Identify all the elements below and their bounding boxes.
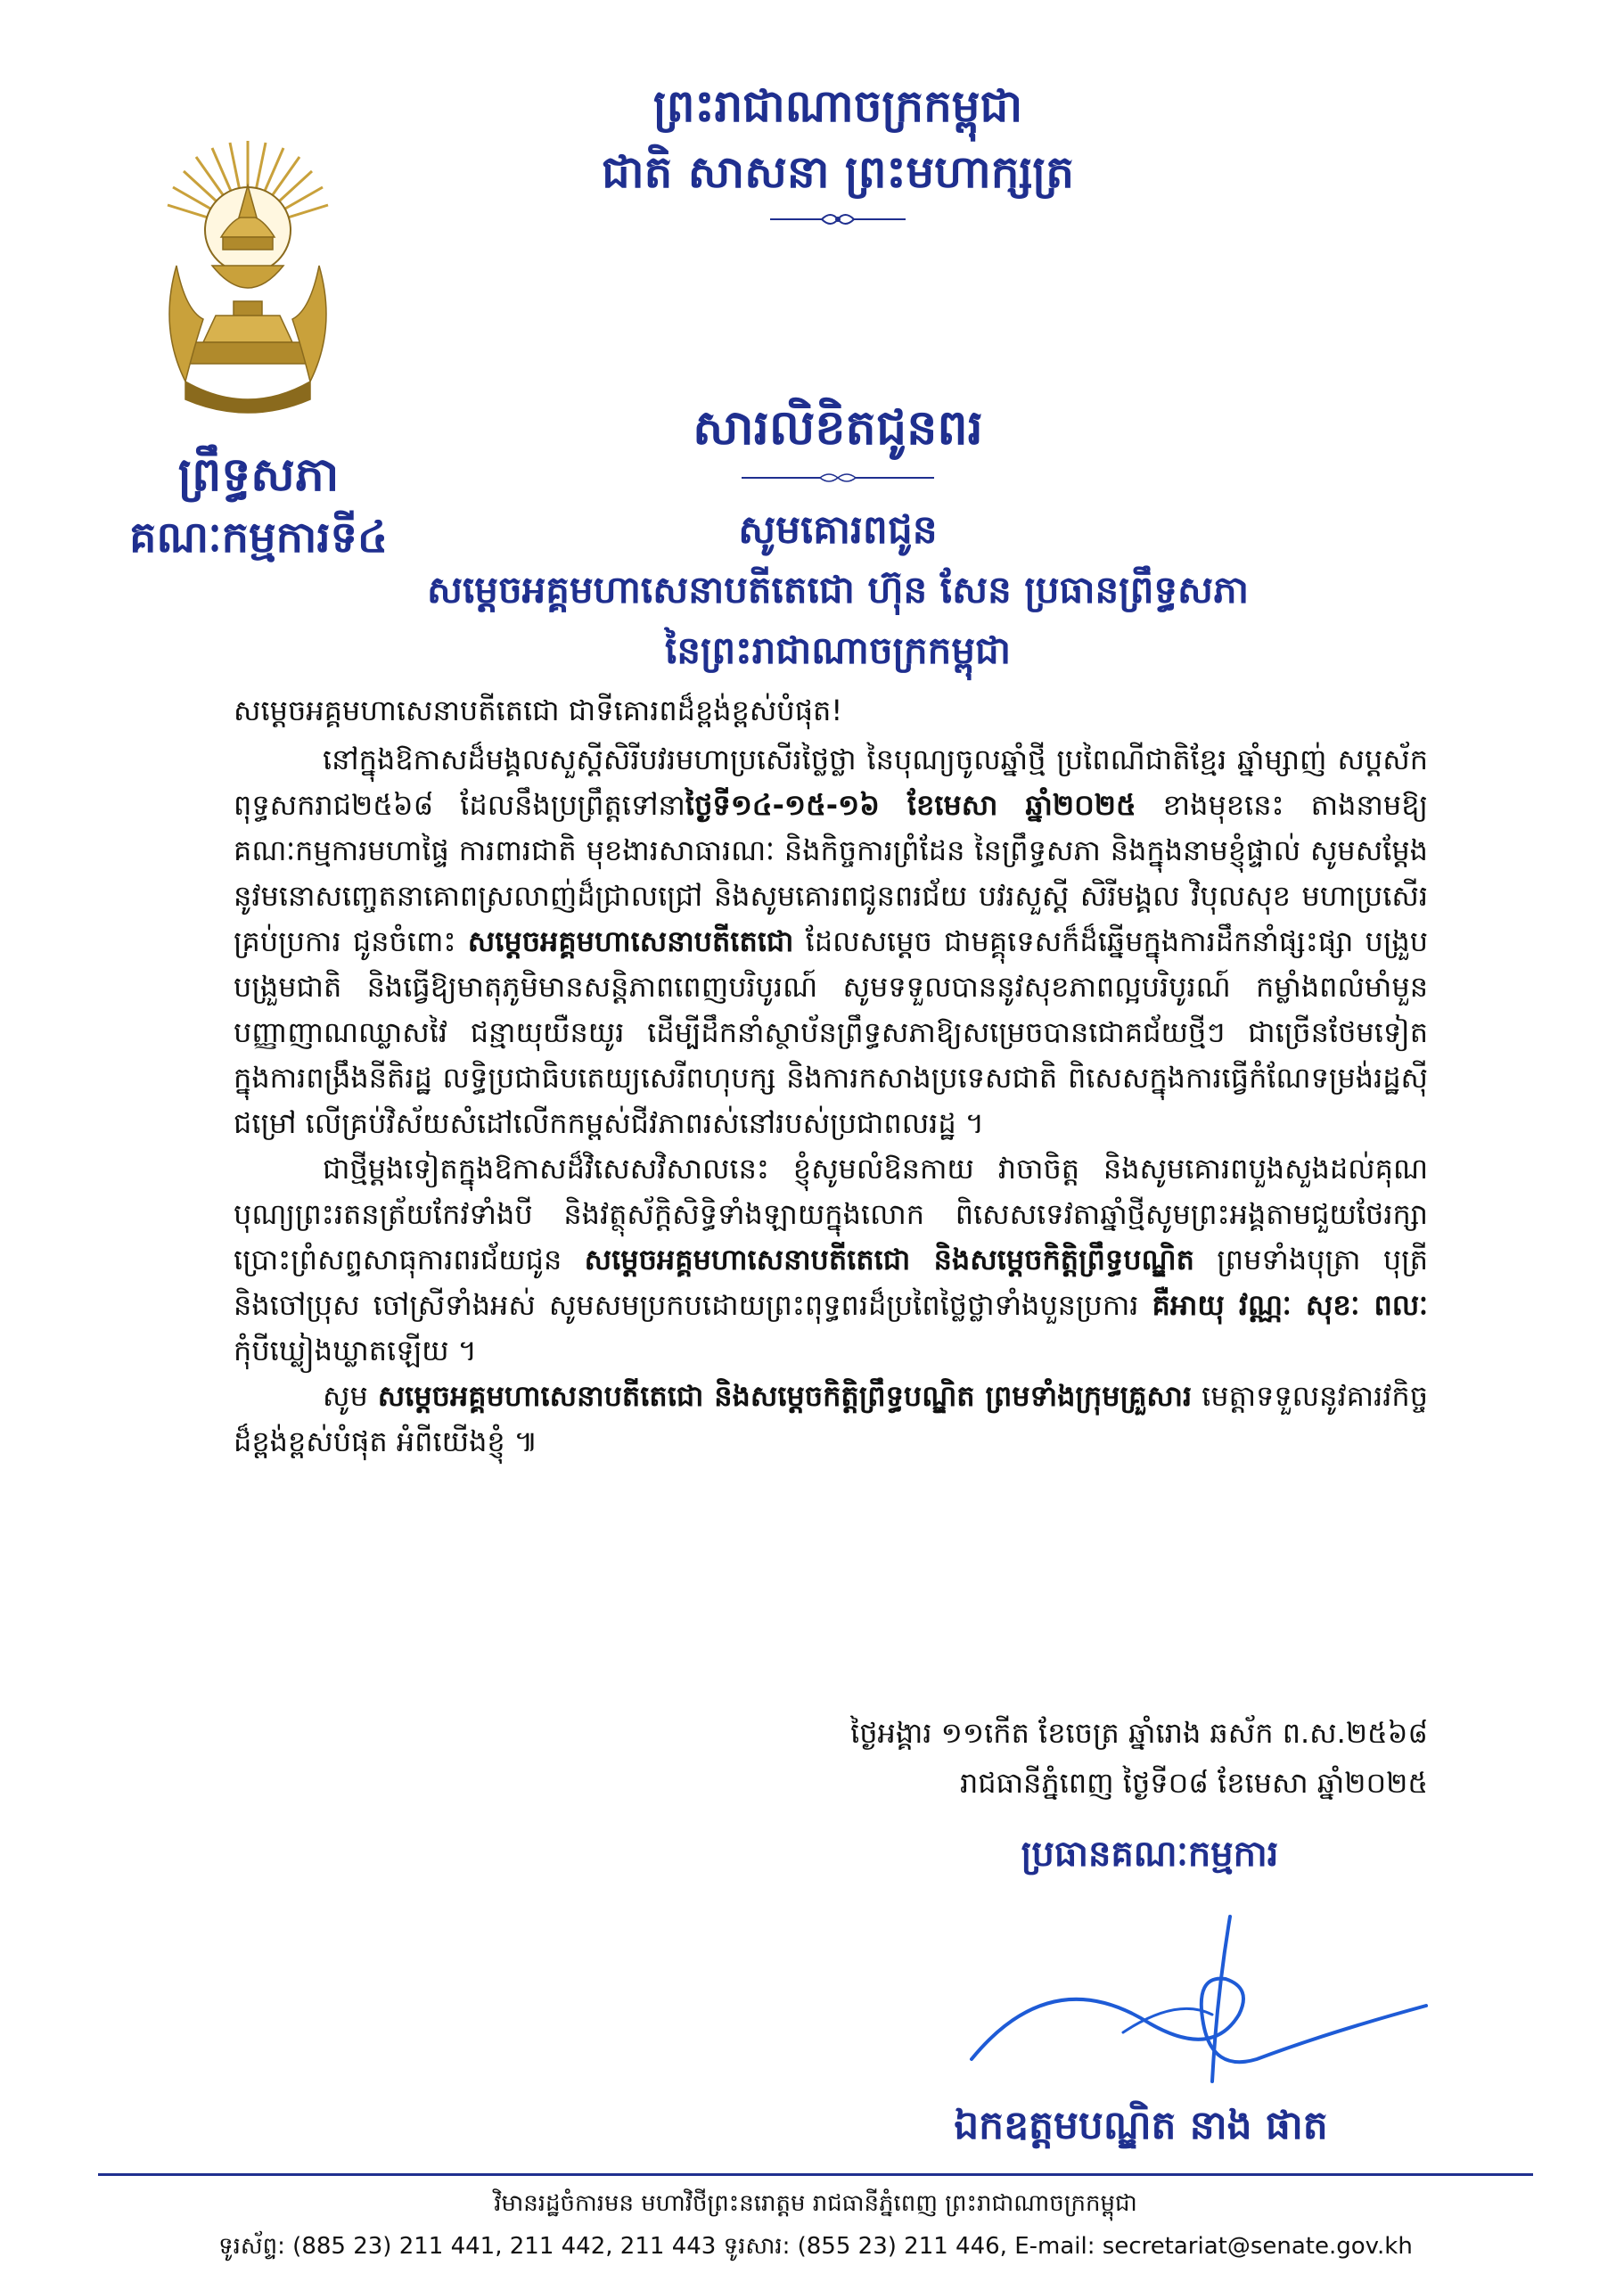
p2-name-highlight: សម្ដេចអគ្គមហាសេនាបតីតេជោ និងសម្ដេចកិត្តិព្រឹទ្ធបណ្ឌិត <box>584 1243 1194 1276</box>
lunar-date: ថ្ងៃអង្គារ ១១កើត ខែចេត្រ ឆ្នាំរោង ឆស័ក ព.ស.២៥៦៨ <box>850 1716 1428 1750</box>
footer-contact: ទូរស័ព្ទ: (885 23) 211 441, 211 442, 211 443 ទូរសារ: (855 23) 211 446, E-mail: secretariat@senate.gov.kh <box>218 2233 1413 2260</box>
kingdom-header <box>499 73 1177 230</box>
kingdom-name: ព្រះរាជាណាចក្រកម្ពុជា <box>652 80 1023 132</box>
divider-ornament-icon <box>767 209 909 230</box>
national-motto: ជាតិ សាសនា ព្រះមហាក្សត្រ <box>602 146 1074 198</box>
p1-name-highlight: សម្ដេចអគ្គមហាសេនាបតីតេជោ <box>467 924 794 958</box>
document-title: សារលិខិតជូនពរ <box>693 399 983 456</box>
p2-text-a: ជាថ្មីម្ដងទៀតក្នុងឱកាសដ៏វិសេសវិសាលនេះ ខ្ញុំសូមលំឱនកាយ វាចាចិត្ត និងសូមគោរពបួងសួងដល់គុណបុណ្យព្រះរតនត្រ័យកែវទាំងបី និងវត្ថុស័ក្តិសិទ្ធិទាំងឡាយក្នុងលោក ពិសេសទេវតាឆ្នាំថ្មីសូមព្រះអង្គតាមជួយថែរក្សា ប្រោះព្រំសព្ទសាធុការពរជ័យជូន <box>234 1152 1428 1276</box>
date-block <box>626 1708 1428 1808</box>
handwritten-signature <box>945 1890 1444 2104</box>
solar-date: រាជធានីភ្នំពេញ ថ្ងៃទី០៨ ខែមេសា ឆ្នាំ២០២៥ <box>959 1766 1428 1800</box>
paragraph-2 <box>234 1146 1428 1374</box>
footer <box>98 2182 1533 2268</box>
salutation: សម្ដេចអគ្គមហាសេនាបតីតេជោ ជាទីគោរពដ៏ខ្ពង់ខ្ពស់បំផុត! <box>234 694 843 727</box>
institution-name: ព្រឹទ្ធសភា <box>177 448 340 502</box>
signer-name: ឯកឧត្តមបណ្ឌិត នាង ផាត <box>954 2103 1328 2148</box>
p1-text-b: ខាងមុខនេះ តាងនាមឱ្យគណៈកម្មការមហាផ្ទៃ ការពារជាតិ មុខងារសាធារណៈ និងកិច្ចការព្រំដែន នៃព្រឹទ្ធសភា និងក្នុងនាមខ្ញុំផ្ទាល់ សូមសម្ដែងនូវមនោសញ្ចេតនាគោពស្រលាញ់ដ៏ជ្រាលជ្រៅ និងសូមគោរពជូនពរជ័យ បវរសួស្ដី សិរីមង្គល វិបុលសុខ មហាប្រសើរគ្រប់ប្រការ ជូនចំពោះ <box>234 788 1429 958</box>
recipient-greeting: សូមគោរពជូន <box>738 507 938 553</box>
recipient-block <box>214 501 1462 681</box>
paragraph-1 <box>234 737 1428 1146</box>
p2-text-c: កុំបីឃ្លៀងឃ្លាតឡើយ ។ <box>234 1334 477 1367</box>
p3-text-a: សូម <box>323 1379 378 1413</box>
recipient-name: សម្ដេចអគ្គមហាសេនាបតីតេជោ ហ៊ុន សែន ប្រធានព្រឹទ្ធសភា <box>426 568 1249 612</box>
p2-text-b: ព្រមទាំងបុត្រា បុត្រី និងចៅប្រុស ចៅស្រីទាំងអស់ សូមសមប្រកបដោយព្រះពុទ្ធពរដ៏ប្រពៃថ្លៃថ្លាទាំងបួនប្រការ <box>234 1243 1428 1322</box>
commission-name: គណៈកម្មការទី៤ <box>128 513 389 562</box>
p1-text-a: នៅក្នុងឱកាសដ៏មង្គលសួស្ដីសិរីបវរមហាប្រសើរថ្លៃថ្លា នៃបុណ្យចូលឆ្នាំថ្មី ប្រពៃណីជាតិខ្មែរ ឆ្នាំម្សាញ់ សប្តស័ក ពុទ្ធសករាជ២៥៦៨ ដែលនឹងប្រព្រឹត្តទៅនា <box>234 743 1428 822</box>
footer-address: វិមានរដ្ឋចំការមន មហាវិថីព្រះនរោត្តម រាជធានីភ្នំពេញ ព្រះរាជាណាចក្រកម្ពុជា <box>494 2190 1137 2217</box>
recipient-country: នៃព្រះរាជាណាចក្រកម្ពុជា <box>664 628 1011 672</box>
p3-name-highlight: សម្ដេចអគ្គមហាសេនាបតីតេជោ និងសម្ដេចកិត្តិព្រឹទ្ធបណ្ឌិត ព្រមទាំងក្រុមគ្រួសារ <box>377 1379 1193 1413</box>
footer-divider <box>98 2173 1533 2176</box>
p2-blessing-highlight: គឺអាយុ វណ្ណៈ សុខៈ ពលៈ <box>1152 1288 1429 1322</box>
p1-date-highlight: ថ្ងៃទី១៤-១៥-១៦ ខែមេសា ឆ្នាំ២០២៥ <box>685 788 1136 822</box>
p1-text-c: ដែលសម្ដេច ជាមគ្គុទេសក៏ដ៏ឆ្នើមក្នុងការដឹកនាំផ្សះផ្សា បង្រួបបង្រួមជាតិ និងធ្វើឱ្យមាតុភូមិមានសន្តិភាពពេញបរិបូរណ៍ សូមទទួលបាននូវសុខភាពល្អបរិបូរណ៍ កម្លាំងពលំមាំមួន បញ្ញាញាណឈ្លាសវៃ ជន្មាយុយឺនយូរ ដើម្បីដឹកនាំស្ថាប័នព្រឹទ្ធសភាឱ្យសម្រេចបានជោគជ័យថ្មីៗ ជាច្រើនថែមទៀត ក្នុងការពង្រឹងនីតិរដ្ឋ លទ្ធិប្រជាធិបតេយ្យសេរីពហុបក្ស និងការកសាងប្រទេសជាតិ ពិសេសក្នុងការធ្វើកំណែទម្រង់រដ្ឋស៊ីជម្រៅ លើគ្រប់វិស័យសំដៅលើកកម្ពស់ជីវភាពរស់នៅរបស់ប្រជាពលរដ្ឋ ។ <box>234 924 1428 1140</box>
signature-title: ប្រធានគណៈកម្មការ <box>1021 1834 1279 1875</box>
royal-arms-emblem-icon <box>159 132 337 426</box>
p3-text-b: មេត្តាទទួលនូវគារវកិច្ចដ៏ខ្ពង់ខ្ពស់បំផុត អំពីយើងខ្ញុំ ៕ <box>234 1379 1428 1458</box>
title-divider-icon <box>740 470 936 486</box>
paragraph-3 <box>234 1374 1428 1465</box>
letter-body <box>234 688 1428 1465</box>
